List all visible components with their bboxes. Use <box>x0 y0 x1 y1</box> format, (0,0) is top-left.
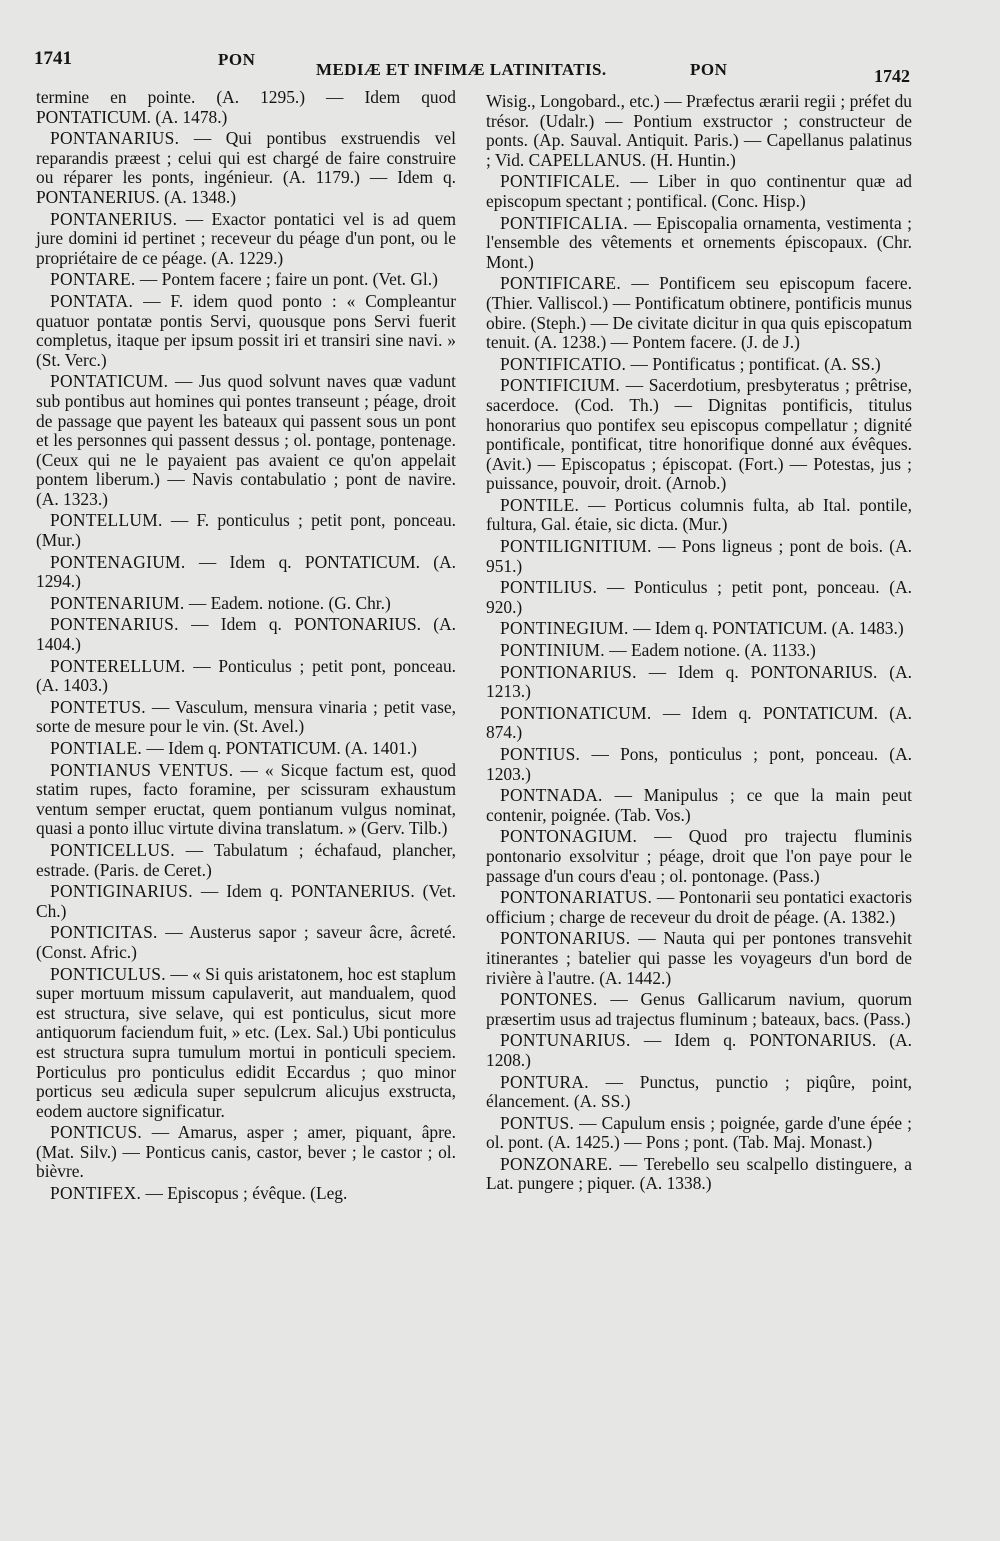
page-number-right: 1742 <box>874 66 910 86</box>
entry-definition: — Sacerdotium, presbyteratus ; prêtrise, sacerdoce. (Cod. Th.) — Dignitas pontificis, titulus honorarius quo pontifex seu episcopus compellatur ; dignité pontificale, pontificat, titre honorifique donné aux évêques. (Avit.) — Episcopatus ; épiscopat. (Fort.) — Potestas, jus ; puissance, pouvoir, droit. (Arnob.) <box>486 375 912 494</box>
entry-headword: PONTILIGNITIUM. <box>500 536 652 557</box>
dictionary-entry <box>486 578 912 617</box>
entry-headword: PONTIONARIUS. <box>500 661 637 682</box>
entry-definition: — Terebello seu scalpello distinguere, a Lat. pungere ; piquer. (A. 1338.) <box>486 1153 912 1194</box>
entry-definition: — « Sicque factum est, quod statim rupes, facto foramine, per scissuram exhaustum ventum semper eructat, quem pontianum vulgus nominat, quasi a ponto illuc virtute divina translatum. » (Gerv. Tilb.) <box>36 759 456 839</box>
entry-definition: — Eadem. notione. (G. Chr.) <box>188 592 391 613</box>
entry-headword: PONTUS. <box>500 1112 575 1133</box>
dictionary-entry <box>486 355 912 375</box>
dictionary-entry <box>36 615 456 654</box>
dictionary-entry <box>36 553 456 592</box>
entry-headword: PONTINIUM. <box>500 640 605 661</box>
page-number-left: 1741 <box>34 48 72 69</box>
dictionary-entry <box>486 1155 912 1194</box>
entry-headword: PONTIALE. <box>50 738 143 758</box>
entry-definition: — Episcopus ; évêque. (Leg. <box>145 1183 348 1204</box>
right-column <box>486 92 912 1196</box>
entry-headword: PONTARE. <box>50 269 136 290</box>
dictionary-entry <box>36 1184 456 1204</box>
entry-headword: PONTIFICALIA. <box>500 212 629 233</box>
dictionary-entry <box>486 641 912 661</box>
entry-headword: PONTIUS. <box>500 744 581 764</box>
entry-headword: PONTIANUS VENTUS. <box>50 759 234 780</box>
entry-definition: — Pontem facere ; faire un pont. (Vet. Gl.) <box>139 269 438 290</box>
entry-headword: PONZONARE. <box>500 1153 613 1174</box>
entry-definition: — Exactor pontatici vel is ad quem jure domini id pertinet ; receveur du péage d'un pont, ou le propriétaire de ce péage. (A. 1229.) <box>36 208 456 268</box>
dictionary-entry <box>486 214 912 273</box>
dictionary-entry <box>36 882 456 921</box>
entry-definition: — Liber in quo continentur quæ ad episcopum spectant ; pontifical. (Conc. Hisp.) <box>486 171 912 211</box>
entry-headword: PONTENAGIUM. <box>50 551 186 572</box>
dictionary-entry <box>36 129 456 207</box>
dictionary-entry <box>486 929 912 988</box>
entry-headword: PONTIFICATIO. <box>500 353 627 374</box>
entry-definition: — Capulum ensis ; poignée, garde d'une épée ; ol. pont. (A. 1425.) — Pons ; pont. (Tab. Maj. Monast.) <box>486 1112 912 1153</box>
dictionary-entry <box>486 786 912 825</box>
entry-headword: PONTANERIUS. <box>50 208 178 229</box>
dictionary-entry <box>36 1123 456 1182</box>
entry-headword: PONTICITAS. <box>50 922 158 943</box>
entry-definition: — Ponticulus ; petit pont, ponceau. (A. 920.) <box>486 577 912 617</box>
entry-definition: — Idem q. PONTONARIUS. (A. 1404.) <box>36 614 457 655</box>
entry-headword: PONTIONATICUM. <box>500 702 652 723</box>
entry-headword: PONTINEGIUM. <box>500 618 629 639</box>
entry-definition: — Idem q. PONTATICUM. (A. 1401.) <box>146 738 417 758</box>
entry-definition: — Idem q. PONTATICUM. (A. 1483.) <box>633 618 904 639</box>
entry-headword: PONTICELLUS. <box>50 839 175 860</box>
entry-definition: — Punctus, punctio ; piqûre, point, élancement. (A. SS.) <box>486 1071 913 1112</box>
entry-definition: Wisig., Longobard., etc.) — Præfectus ærarii regii ; préfet du trésor. (Udalr.) — Pontium exstructor ; constructeur de ponts. (Ap. Sauval. Antiquit. Paris.) — Capellanus palatinus ; Vid. CAPELLANUS. (H. Huntin.) <box>486 91 912 170</box>
entry-headword: PONTONES. <box>500 989 598 1010</box>
dictionary-entry <box>36 965 456 1122</box>
entry-definition: — F. idem quod ponto : « Compleantur quatuor pontatæ pontis Servi, quousque pons Servi fuerit completus, itaque per ipsum possit iri et transiri sine navi. » (St. Verc.) <box>36 290 456 370</box>
entry-definition: — Idem q. PONTONARIUS. (A. 1213.) <box>486 661 912 702</box>
dictionary-entry <box>36 923 456 962</box>
entry-headword: PONTANARIUS. <box>50 128 180 149</box>
dictionary-entry <box>486 888 912 927</box>
entry-headword: PONTURA. <box>500 1071 589 1092</box>
dictionary-entry <box>486 376 912 494</box>
entry-headword: PONTONAGIUM. <box>500 826 638 847</box>
entry-headword: PONTETUS. <box>50 696 146 717</box>
entry-definition: — Qui pontibus exstruendis vel reparandis præest ; celui qui est chargé de faire construire ou réparer les ponts, ingénieur. (A. 1179.) — Idem q. PONTANERIUS. (A. 1348.) <box>36 128 456 207</box>
entry-headword: PONTIFICARE. <box>500 273 621 294</box>
entry-definition: — Idem q. PONTONARIUS. (A. 1208.) <box>486 1030 913 1070</box>
dictionary-entry <box>36 372 456 509</box>
dictionary-entry <box>486 1114 912 1153</box>
dictionary-entry <box>486 619 912 639</box>
entry-definition: — Idem q. PONTATICUM. (A. 874.) <box>486 702 912 743</box>
running-head-left: PON <box>218 50 256 69</box>
entry-definition: — F. ponticulus ; petit pont, ponceau. (Mur.) <box>36 510 456 551</box>
entry-headword: PONTICULUS. <box>50 963 166 984</box>
dictionary-entry <box>486 827 912 886</box>
entry-definition: — Idem q. PONTANERIUS. (Vet. Ch.) <box>36 881 456 921</box>
entry-definition: — Amarus, asper ; amer, piquant, âpre. (Mat. Silv.) — Ponticus canis, castor, bever ; le castor ; ol. bièvre. <box>36 1122 456 1182</box>
dictionary-entry <box>36 270 456 290</box>
dictionary-entry <box>36 739 456 759</box>
entry-headword: PONTELLUM. <box>50 510 163 531</box>
entry-definition: — Eadem notione. (A. 1133.) <box>609 640 816 661</box>
entry-definition: — Pontonarii seu pontatici exactoris officium ; charge de receveur du droit de péage. (A. 1382.) <box>486 887 912 927</box>
dictionary-entry <box>486 537 912 576</box>
entry-definition: — Porticus columnis fulta, ab Ital. pontile, fultura, Gal. étaie, sic dicta. (Mur.) <box>486 494 912 535</box>
dictionary-entry <box>486 663 912 702</box>
entry-headword: PONTENARIUS. <box>50 614 179 635</box>
entry-headword: PONTERELLUM. <box>50 655 186 676</box>
entry-headword: PONTILIUS. <box>500 577 598 598</box>
entry-headword: PONTILE. <box>500 494 580 515</box>
dictionary-entry <box>36 88 456 127</box>
entry-headword: PONTUNARIUS. <box>500 1030 631 1051</box>
dictionary-entry <box>36 210 456 269</box>
entry-definition: — Pontificatus ; pontificat. (A. SS.) <box>630 353 881 374</box>
dictionary-entry <box>486 496 912 535</box>
entry-definition: — Manipulus ; ce que la main peut contenir, poignée. (Tab. Vos.) <box>486 785 912 825</box>
entry-definition: termine en pointe. (A. 1295.) — Idem quod PONTATICUM. (A. 1478.) <box>36 87 456 127</box>
dictionary-entry <box>486 274 912 352</box>
dictionary-entry <box>36 657 456 696</box>
entry-definition: — Tabulatum ; échafaud, plancher, estrade. (Paris. de Ceret.) <box>36 839 456 880</box>
entry-definition: — « Si quis aristatonem, hoc est staplum super mortuum missum capulaverit, aut mandualem, quod est structura, sive selave, qui est ponticulus, sicut more antiquorum faciendum fuit, » etc. (Lex. Sal.) Ubi ponticulus est structura supra tumulum mortui in ponticuli speciem. Porticulus pro ponticulus edidit Eccardus ; quo minor porticus seu ædicula super sepulcrum alicujus exstructa, eodem auctore significatur. <box>36 963 456 1121</box>
entry-headword: PONTENARIUM. <box>50 592 185 613</box>
dictionary-entry <box>36 698 456 737</box>
dictionary-entry <box>486 990 912 1029</box>
entry-definition: — Idem q. PONTATICUM. (A. 1294.) <box>36 551 456 592</box>
entry-definition: — Quod pro trajectu fluminis pontonario exsolvitur ; péage, droit que l'on paye pour le passage d'un cours d'eau ; ol. pontonage. (Pass.) <box>486 826 913 886</box>
dictionary-entry <box>36 594 456 614</box>
dictionary-entry <box>36 841 456 880</box>
entry-definition: — Nauta qui per pontones transvehit itinerantes ; batelier qui passe les voyageurs d'un bord de rivière à l'autre. (A. 1442.) <box>486 928 912 988</box>
entry-headword: PONTATICUM. <box>50 371 169 392</box>
dictionary-entry <box>486 1031 912 1070</box>
entry-headword: PONTIFICALE. <box>500 171 621 192</box>
entry-headword: PONTIFICIUM. <box>500 375 621 396</box>
entry-headword: PONTONARIATUS. <box>500 887 653 908</box>
entry-definition: — Pontificem seu episcopum facere. (Thier. Valliscol.) — Pontificatum obtinere, pontificis munus obire. (Steph.) — De civitate dicitur in qua quis episcopatum tenuit. (A. 1238.) — Pontem facere. (J. de J.) <box>486 273 912 353</box>
entry-headword: PONTONARIUS. <box>500 928 631 949</box>
dictionary-entry <box>486 1073 912 1112</box>
running-head-right: PON <box>690 60 728 79</box>
dictionary-entry <box>36 292 456 370</box>
entry-definition: — Ponticulus ; petit pont, ponceau. (A. 1403.) <box>36 655 456 696</box>
entry-definition: — Pons ligneus ; pont de bois. (A. 951.) <box>486 536 912 576</box>
entry-headword: PONTIFEX. <box>50 1183 142 1204</box>
page-header <box>0 0 1000 86</box>
dictionary-entry <box>36 511 456 550</box>
entry-definition: — Genus Gallicarum navium, quorum præsertim usus ad trajectus fluminum ; bateaux, bacs. (Pass.) <box>486 989 912 1029</box>
entry-definition: — Jus quod solvunt naves quæ vadunt sub pontibus aut homines qui pontes transeunt ; péage, droit de passage que payent les bateaux qui passent sous un pont et les personnes qui passent dessus ; ol. pontage, pontenage. (Ceux qui ne le payaient pas avaient ce qu'on appelait pontem liberum.) — Navis contabulatio ; pont de navire. (A. 1323.) <box>36 371 456 509</box>
dictionary-entry <box>486 704 912 743</box>
entry-definition: — Vasculum, mensura vinaria ; petit vase, sorte de mesure pour le vin. (St. Avel.) <box>36 696 456 737</box>
dictionary-entry <box>36 761 456 839</box>
entry-definition: — Episcopalia ornamenta, vestimenta ; l'ensemble des vêtements et ornements épiscopaux. (Chr. Mont.) <box>486 212 912 272</box>
entry-headword: PONTICUS. <box>50 1122 143 1143</box>
running-title: MEDIÆ ET INFIMÆ LATINITATIS. <box>316 60 607 79</box>
entry-headword: PONTATA. <box>50 290 134 311</box>
entry-definition: — Austerus sapor ; saveur âcre, âcreté. (Const. Afric.) <box>36 922 456 962</box>
dictionary-entry <box>486 172 912 211</box>
left-column <box>36 88 456 1206</box>
entry-headword: PONTIGINARIUS. <box>50 881 193 902</box>
dictionary-entry <box>486 745 912 784</box>
entry-definition: — Pons, ponticulus ; pont, ponceau. (A. 1203.) <box>486 744 912 784</box>
entry-headword: PONTNADA. <box>500 785 603 806</box>
dictionary-entry <box>486 92 912 170</box>
